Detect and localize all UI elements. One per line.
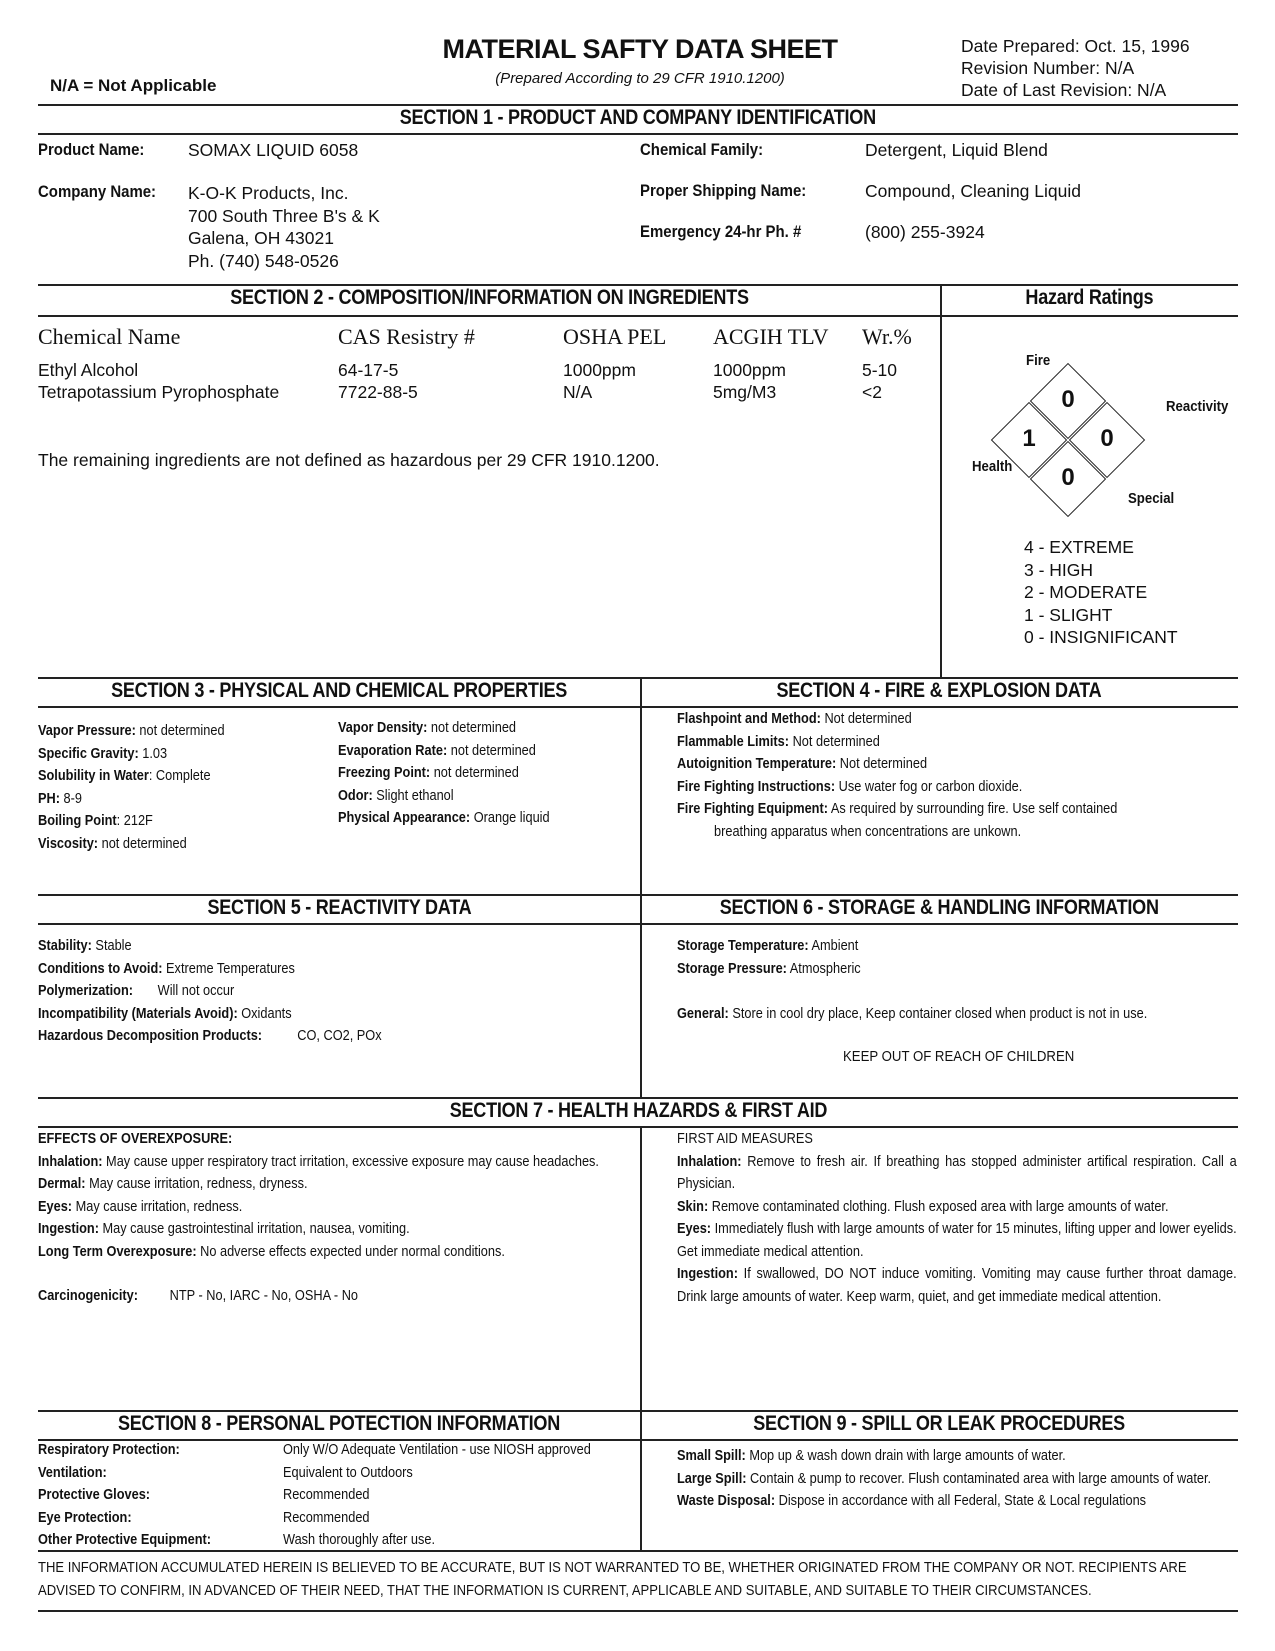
- fire-data-row: Flashpoint and Method: Not determined: [677, 711, 912, 727]
- divider: [640, 1126, 642, 1410]
- fire-data-continuation: breathing apparatus when concentrations are unkown.: [714, 823, 1022, 840]
- table-cell: 5mg/M3: [713, 382, 777, 402]
- legend-item: 3 - HIGH: [1024, 559, 1094, 580]
- fire-data-row: Flammable Limits: Not determined: [677, 733, 880, 750]
- effect-item: Long Term Overexposure: No adverse effects expected under normal conditions.: [38, 1243, 505, 1260]
- ingredients-note: The remaining ingredients are not defined as hazardous per 29 CFR 1910.1200.: [38, 450, 660, 470]
- section3-right: [338, 717, 578, 830]
- disclaimer: THE INFORMATION ACCUMULATED HEREIN IS BELIEVED TO BE ACCURATE, BUT IS NOT WARRANTED TO BE, WHETHER ORIGINATED FROM THE COMPANY OR NOT. RECIPIENTS ARE ADVISED TO CONFIRM, IN ADVANCED OF THEIR NEED, THAT THE INFORMATION IS CURRENT, APPLICABLE AND SUITABLE, AND SUITABLE TO THEIR CIRCUMSTANCES.: [38, 1559, 1187, 1599]
- company-line: 700 South Three B's & K: [188, 205, 380, 226]
- protection-row: Eye Protection: Recommended: [38, 1509, 370, 1526]
- effect-item: Inhalation: May cause upper respiratory tract irritation, excessive exposure may cause headaches.: [38, 1153, 599, 1170]
- storage-general: General: Store in cool dry place, Keep container closed when product is not in use.: [677, 1006, 1148, 1022]
- section5-title: SECTION 5 - REACTIVITY DATA: [207, 896, 471, 919]
- property-row: Viscosity: not determined: [38, 835, 187, 852]
- legend-item: 2 - MODERATE: [1024, 582, 1148, 602]
- last-revision: Date of Last Revision: N/A: [961, 80, 1167, 100]
- spill-item: Waste Disposal: Dispose in accordance with all Federal, State & Local regulations: [677, 1493, 1147, 1509]
- protection-row: Ventilation: Equivalent to Outdoors: [38, 1464, 413, 1481]
- special-rating: 0: [1061, 464, 1075, 491]
- section1-title: SECTION 1 - PRODUCT AND COMPANY IDENTIFICATION: [399, 106, 877, 129]
- revision-number: Revision Number: N/A: [961, 58, 1135, 78]
- company-line: K-O-K Products, Inc.: [188, 183, 349, 203]
- warning-text: KEEP OUT OF REACH OF CHILDREN: [843, 1048, 1075, 1065]
- effects-of-overexposure: [38, 1128, 634, 1308]
- section4-body: [677, 708, 1177, 843]
- table-cell: 7722-88-5: [338, 382, 418, 402]
- reactivity-row: Hazardous Decomposition Products: CO, CO2, POx: [38, 1028, 382, 1044]
- document-subtitle: (Prepared According to 29 CFR 1910.1200): [495, 70, 785, 87]
- property-row: PH: 8-9: [38, 790, 82, 807]
- effect-item: Dermal: May cause irritation, redness, dryness.: [38, 1176, 308, 1192]
- column-header: CAS Resistry #: [338, 324, 475, 349]
- column-header: Chemical Name: [38, 324, 181, 349]
- property-row: Specific Gravity: 1.03: [38, 745, 168, 762]
- spill-item: Small Spill: Mop up & wash down drain with large amounts of water.: [677, 1448, 1066, 1464]
- first-aid-item: Eyes: Immediately flush with large amounts of water for 15 minutes, lifting upper and lower eyelids. Get immediate medical attention.: [677, 1221, 1237, 1260]
- divider: [640, 677, 642, 1097]
- ingredients-table: [0, 318, 940, 468]
- storage-row: Storage Pressure: Atmospheric: [677, 960, 861, 977]
- health-rating: 1: [1022, 425, 1036, 452]
- section3-left: [38, 720, 250, 855]
- chemical-family-label: Chemical Family:: [640, 140, 764, 159]
- fire-data-row: Fire Fighting Instructions: Use water fog or carbon dioxide.: [677, 778, 1023, 795]
- special-label: Special: [1128, 490, 1175, 507]
- table-cell: N/A: [563, 382, 593, 402]
- first-aid-measures: [677, 1128, 1237, 1308]
- table-cell: Ethyl Alcohol: [38, 360, 139, 380]
- divider: [38, 1550, 1238, 1552]
- effect-item: Ingestion: May cause gastrointestinal irritation, nausea, vomiting.: [38, 1221, 410, 1237]
- table-cell: Tetrapotassium Pyrophosphate: [38, 382, 280, 402]
- section9-body: [677, 1445, 1237, 1513]
- first-aid-heading: FIRST AID MEASURES: [677, 1131, 813, 1147]
- product-name: SOMAX LIQUID 6058: [188, 140, 359, 160]
- company-address: [188, 182, 380, 272]
- product-name-label: Product Name:: [38, 140, 145, 159]
- shipping-name: Compound, Cleaning Liquid: [865, 181, 1081, 201]
- property-row: Vapor Pressure: not determined: [38, 723, 225, 739]
- legend-item: 1 - SLIGHT: [1024, 604, 1113, 625]
- reactivity-row: Incompatibility (Materials Avoid): Oxidants: [38, 1005, 292, 1022]
- reactivity-rating: 0: [1100, 425, 1114, 452]
- reactivity-label: Reactivity: [1166, 398, 1229, 415]
- section6-title: SECTION 6 - STORAGE & HANDLING INFORMATION: [719, 896, 1159, 919]
- hazard-title: Hazard Ratings: [1025, 286, 1153, 309]
- section6-body: [677, 935, 1211, 1026]
- table-cell: 1000ppm: [713, 360, 786, 380]
- effects-heading: EFFECTS OF OVEREXPOSURE:: [38, 1131, 233, 1147]
- divider: [38, 1610, 1238, 1612]
- first-aid-item: Ingestion: If swallowed, DO NOT induce vomiting. Vomiting may cause further throat damage. Drink large amounts of water. Keep warm, quiet, and get immediate medical attention.: [677, 1266, 1237, 1305]
- column-header: ACGIH TLV: [713, 324, 829, 349]
- section2-title: SECTION 2 - COMPOSITION/INFORMATION ON INGREDIENTS: [229, 286, 749, 309]
- fire-data-row: Autoignition Temperature: Not determined: [677, 756, 928, 772]
- property-row: Boiling Point: 212F: [38, 813, 153, 829]
- table-cell: <2: [862, 382, 882, 402]
- legend-item: 4 - EXTREME: [1024, 537, 1134, 557]
- table-cell: 5-10: [862, 360, 898, 380]
- property-row: Odor: Slight ethanol: [338, 787, 454, 804]
- emergency-label: Emergency 24-hr Ph. #: [640, 222, 802, 241]
- hazard-legend: [1024, 536, 1178, 649]
- section1-body: [0, 136, 1275, 284]
- fire-data-row: Fire Fighting Equipment: As required by surrounding fire. Use self contained: [677, 801, 1118, 817]
- spill-item: Large Spill: Contain & pump to recover. Flush contaminated area with large amounts of water.: [677, 1470, 1212, 1487]
- section5-body: [38, 935, 428, 1048]
- section4-title: SECTION 4 - FIRE & EXPLOSION DATA: [776, 679, 1102, 702]
- company-name-label: Company Name:: [38, 182, 157, 201]
- reactivity-row: Conditions to Avoid: Extreme Temperatures: [38, 960, 295, 977]
- chemical-family: Detergent, Liquid Blend: [865, 140, 1048, 160]
- emergency-phone: (800) 255-3924: [865, 222, 985, 242]
- protection-row: Protective Gloves: Recommended: [38, 1487, 370, 1503]
- table-cell: 1000ppm: [563, 360, 636, 380]
- property-row: Solubility in Water: Complete: [38, 768, 211, 784]
- section7-title: SECTION 7 - HEALTH HAZARDS & FIRST AID: [449, 1099, 827, 1122]
- legend-item: 0 - INSIGNIFICANT: [1024, 627, 1178, 647]
- na-note: N/A = Not Applicable: [50, 76, 217, 95]
- date-prepared: Date Prepared: Oct. 15, 1996: [961, 36, 1190, 56]
- fire-label: Fire: [1026, 352, 1051, 369]
- divider: [38, 133, 1238, 135]
- company-line: Galena, OH 43021: [188, 228, 334, 248]
- property-row: Freezing Point: not determined: [338, 765, 519, 781]
- document-title: MATERIAL SAFTY DATA SHEET: [442, 34, 838, 64]
- protection-row: Other Protective Equipment: Wash thoroughly after use.: [38, 1532, 436, 1548]
- protection-row: Respiratory Protection: Only W/O Adequate Ventilation - use NIOSH approved: [38, 1442, 591, 1458]
- shipping-name-label: Proper Shipping Name:: [640, 181, 807, 200]
- first-aid-item: Skin: Remove contaminated clothing. Flush exposed area with large amounts of water.: [677, 1198, 1169, 1215]
- section3-title: SECTION 3 - PHYSICAL AND CHEMICAL PROPERTIES: [111, 679, 567, 702]
- effect-item: Eyes: May cause irritation, redness.: [38, 1198, 243, 1215]
- property-row: Physical Appearance: Orange liquid: [338, 810, 550, 826]
- company-line: Ph. (740) 548-0526: [188, 250, 339, 271]
- document-header: [0, 0, 1275, 105]
- divider: [38, 315, 1238, 317]
- column-header: OSHA PEL: [563, 324, 667, 349]
- reactivity-row: Stability: Stable: [38, 938, 132, 954]
- carcinogenicity: Carcinogenicity: NTP - No, IARC - No, OSHA - No: [38, 1288, 359, 1304]
- column-header: Wr.%: [862, 324, 912, 349]
- hazard-diamond: [940, 318, 1238, 678]
- property-row: Evaporation Rate: not determined: [338, 742, 536, 759]
- property-row: Vapor Density: not determined: [338, 720, 517, 736]
- first-aid-item: Inhalation: Remove to fresh air. If breathing has stopped administer artifical respiration. Call a Physician.: [677, 1153, 1237, 1192]
- section8-title: SECTION 8 - PERSONAL POTECTION INFORMATION: [117, 1412, 561, 1435]
- divider: [38, 923, 1238, 925]
- section9-title: SECTION 9 - SPILL OR LEAK PROCEDURES: [753, 1412, 1125, 1435]
- health-label: Health: [972, 458, 1013, 475]
- section8-body: [38, 1439, 633, 1552]
- fire-rating: 0: [1061, 386, 1075, 413]
- storage-row: Storage Temperature: Ambient: [677, 938, 859, 954]
- table-cell: 64-17-5: [338, 360, 399, 380]
- reactivity-row: Polymerization: Will not occur: [38, 983, 235, 999]
